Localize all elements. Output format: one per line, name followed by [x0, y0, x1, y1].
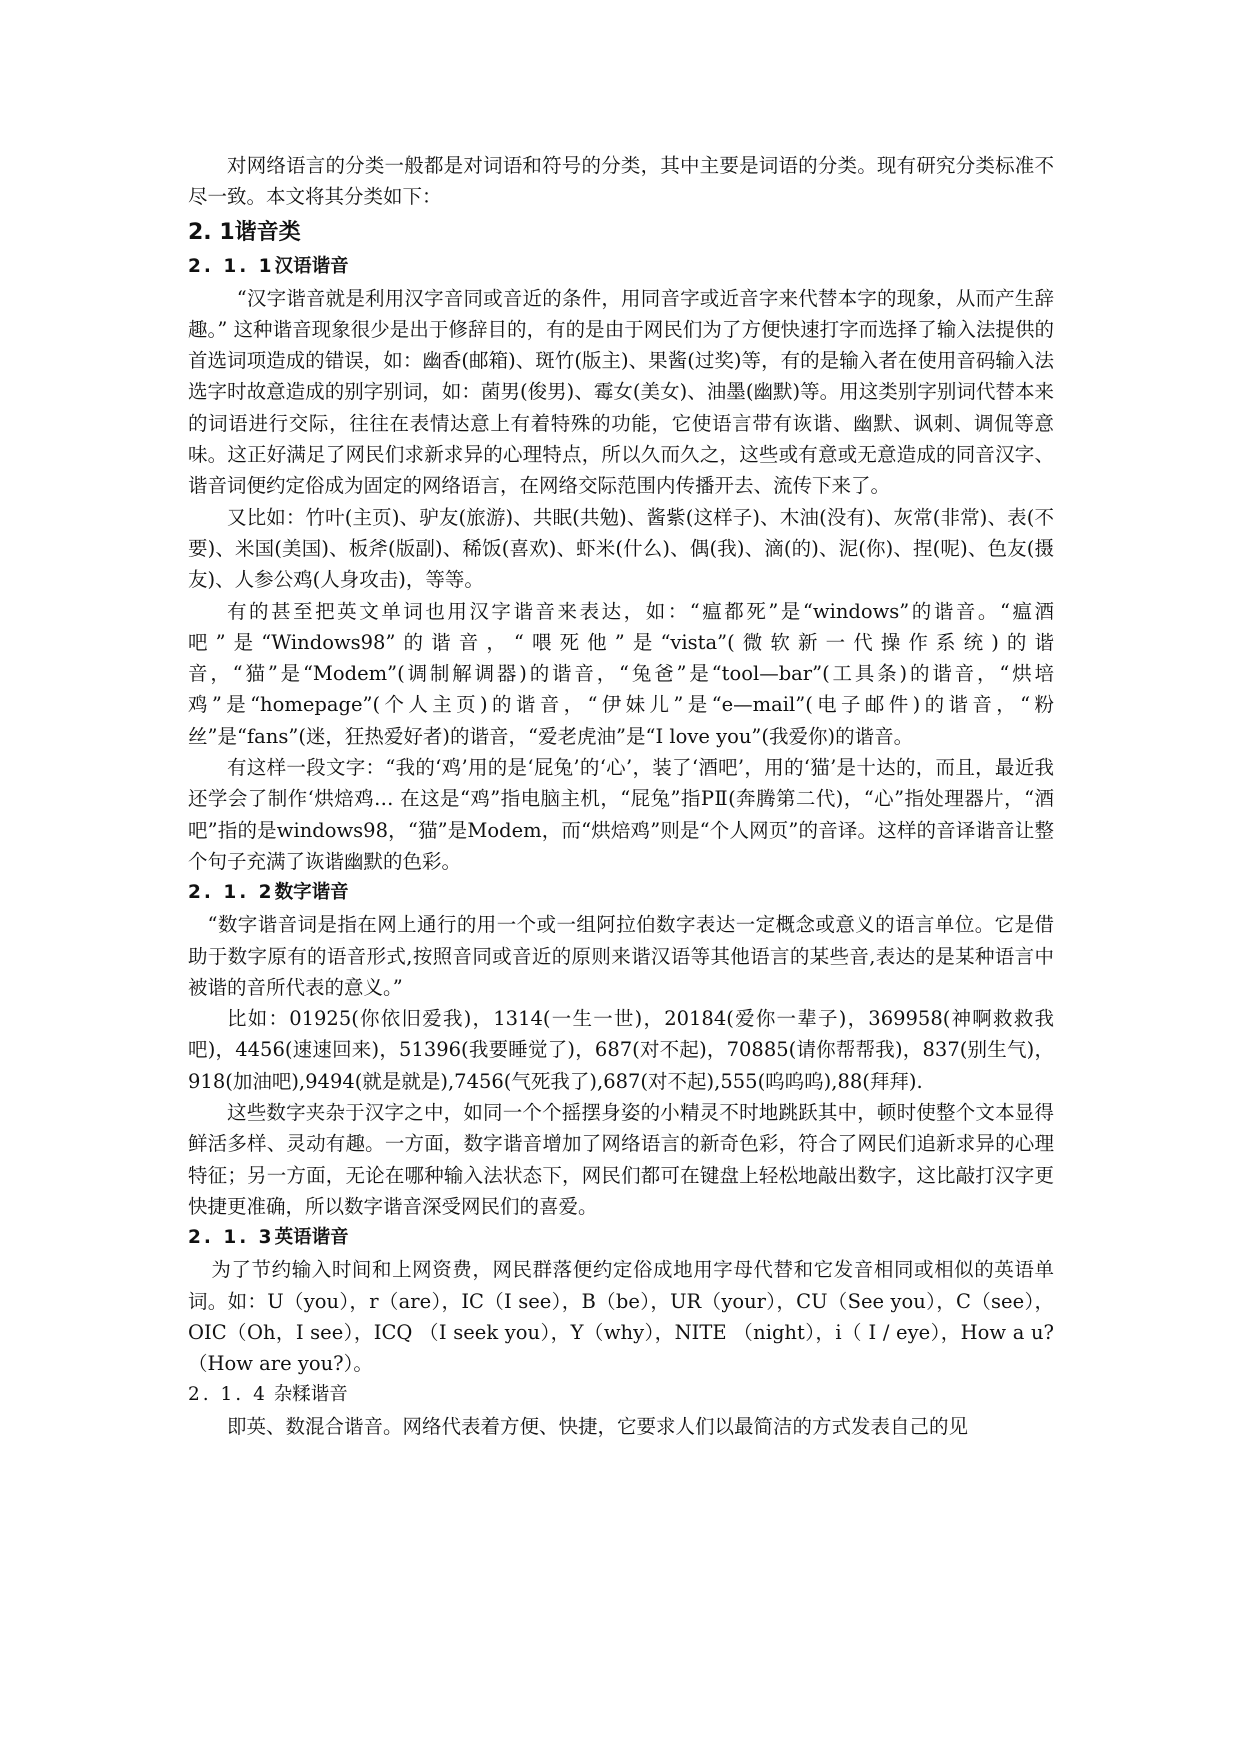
- section-heading-2-1-1: [188, 251, 1054, 283]
- section-number: 2. 1: [188, 219, 235, 245]
- document-body: [188, 150, 1054, 1443]
- paragraph: 即英、数混合谐音。网络代表着方便、快捷，它要求人们以最简洁的方式发表自己的见: [227, 1415, 969, 1439]
- paragraph: 有的甚至把英文单词也用汉字谐音来表达，如：“瘟都死”是“windows”的谐音。“瘟酒吧”是“Windows98”的谐音，“喂死他”是“vista”(微软新一代操作系统)的谐音，“猫”是“Modem”(调制解调器)的谐音，“兔爸”是“tool—bar”(工具条)的谐音，“烘培鸡”是“homepage”(个人主页)的谐音，“伊妹儿”是“e—mail”(电子邮件)的谐音，“粉丝”是“fans”(迷，狂热爱好者)的谐音，“爱老虎油”是“I love you”(我爱你)的谐音。: [188, 599, 1054, 748]
- intro-paragraph: 对网络语言的分类一般都是对词语和符号的分类，其中主要是词语的分类。现有研究分类标准不尽一致。本文将其分类如下：: [188, 154, 1054, 209]
- section-number: 2. 1. 3: [188, 1227, 275, 1249]
- section-number: 2. 1. 1: [188, 255, 275, 277]
- paragraph: 这些数字夹杂于汉字之中，如同一个个摇摆身姿的小精灵不时地跳跃其中，顿时使整个文本显得鲜活多样、灵动有趣。一方面，数字谐音增加了网络语言的新奇色彩，符合了网民们追新求异的心理特征；另一方面，无论在哪种输入法状态下，网民们都可在键盘上轻松地敲出数字，这比敲打汉字更快捷更准确，所以数字谐音深受网民们的喜爱。: [188, 1101, 1054, 1218]
- section-heading-2-1-2: [188, 877, 1054, 909]
- section-title: 谐音类: [234, 219, 301, 245]
- paragraph: 为了节约输入时间和上网资费，网民群落便约定俗成地用字母代替和它发音相同或相似的英语单词。如：U（you），r（are），IC（I see），B（be），UR（your），CU（See you），C（see），OIC（Oh，I see），ICQ （I seek you），Y（why），NITE （night），i（ I / eye），How a u? （How are you?）。: [188, 1258, 1054, 1376]
- paragraph: “数字谐音词是指在网上通行的用一个或一组阿拉伯数字表达一定概念或意义的语言单位。它是借助于数字原有的语音形式,按照音同或音近的原则来谐汉语等其他语言的某些音,表达的是某种语言中被谐的音所代表的意义。”: [188, 913, 1054, 999]
- paragraph: 又比如：竹叶(主页)、驴友(旅游)、共眠(共勉)、酱紫(这样子)、木油(没有)、灰常(非常)、表(不要)、米国(美国)、板斧(版副)、稀饭(喜欢)、虾米(什么)、偶(我)、滴(的)、泥(你)、捏(呢)、色友(摄友)、人参公鸡(人身攻击)，等等。: [188, 505, 1054, 592]
- section-title: 数字谐音: [274, 882, 349, 904]
- section-heading-2-1-3: [188, 1222, 1054, 1254]
- paragraph: 有这样一段文字：“我的‘鸡’用的是‘屁兔’的‘心’，装了‘酒吧’，用的‘猫’是十达的，而且，最近我还学会了制作‘烘焙鸡… 在这是“鸡”指电脑主机，“屁兔”指PⅡ(奔腾第二代)，“心”指处理器片，“酒吧”指的是windows98，“猫”是Modem，而“烘焙鸡”则是“个人网页”的音译。这样的音译谐音让整个句子充满了诙谐幽默的色彩。: [188, 756, 1054, 873]
- paragraph: 比如：01925(你依旧爱我)，1314(一生一世)，20184(爱你一辈子)，369958(神啊救救我吧)，4456(速速回来)，51396(我要睡觉了)，687(对不起)，70885(请你帮帮我)，837(别生气)，918(加油吧),9494(就是就是),7456(气死我了),687(对不起),555(呜呜呜),88(拜拜).: [188, 1007, 1054, 1093]
- section-title: 英语谐音: [274, 1227, 349, 1249]
- paragraph: “汉字谐音就是利用汉字音同或音近的条件，用同音字或近音字来代替本字的现象，从而产生辞趣。” 这种谐音现象很少是出于修辞目的，有的是由于网民们为了方便快速打字而选择了输入法提供的首选词项造成的错误，如：幽香(邮箱)、斑竹(版主)、果酱(过奖)等，有的是输入者在使用音码输入法选字时故意造成的别字别词，如：菌男(俊男)、霉女(美女)、油墨(幽默)等。用这类别字别词代替本来的词语进行交际，往往在表情达意上有着特殊的功能，它使语言带有诙谐、幽默、讽刺、调侃等意味。这正好满足了网民们求新求异的心理特点，所以久而久之，这些或有意或无意造成的同音汉字、谐音词便约定俗成为固定的网络语言，在网络交际范围内传播开去、流传下来了。: [188, 286, 1054, 498]
- section-number: 2. 1. 2: [188, 882, 275, 904]
- section-heading-2-1-4: [188, 1379, 1054, 1411]
- section-title: 杂糅谐音: [267, 1384, 348, 1406]
- section-title: 汉语谐音: [274, 255, 349, 277]
- section-number: 2. 1. 4: [188, 1384, 268, 1406]
- section-heading-2-1: [188, 215, 1054, 251]
